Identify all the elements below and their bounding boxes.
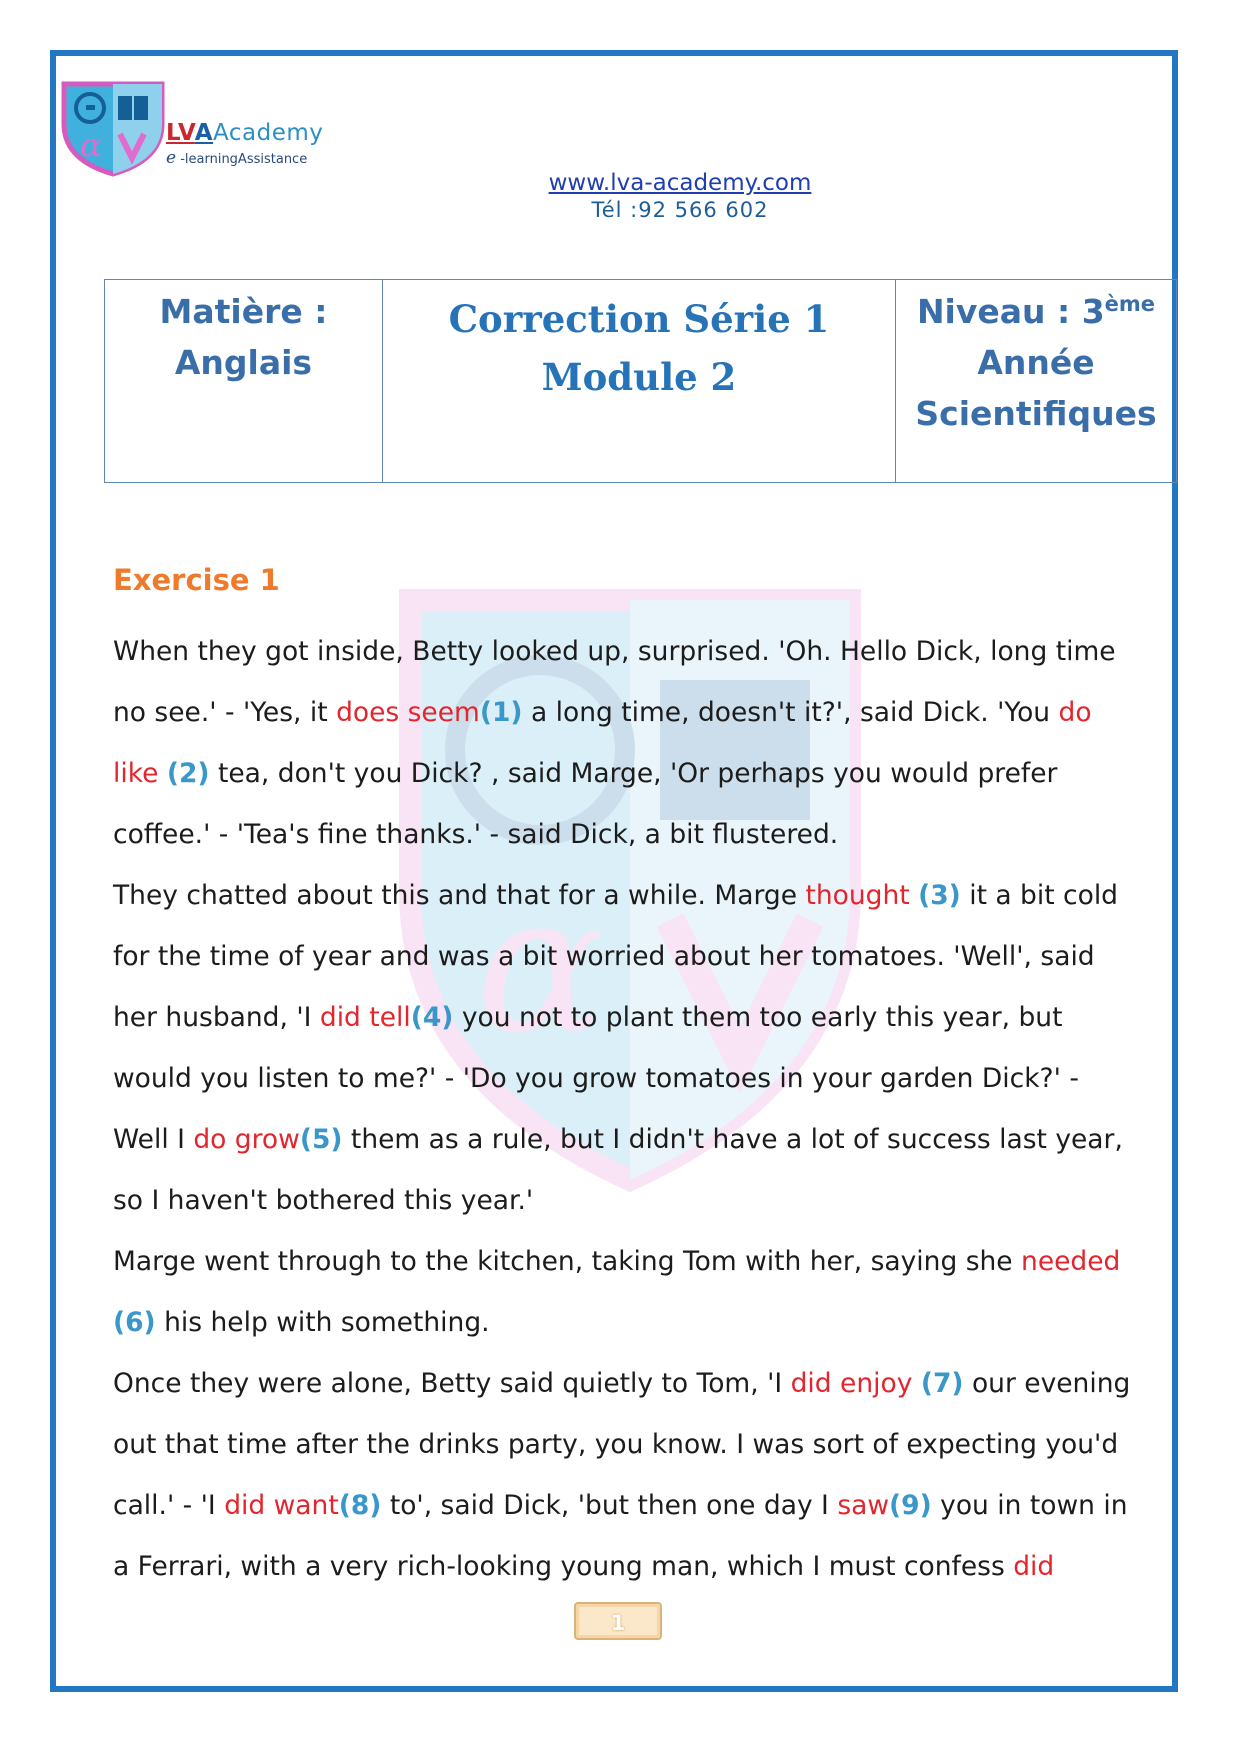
brand-name <box>166 120 323 146</box>
svg-text:α: α <box>80 126 102 164</box>
answer-text: saw <box>837 1490 890 1521</box>
text-segment: her husband, 'I <box>113 1002 320 1033</box>
brand-tagline-text: -learningAssistance <box>180 152 308 167</box>
exercise-title: Exercise 1 <box>113 563 280 597</box>
text-line <box>113 987 1153 1048</box>
answer-text: did tell <box>319 1002 411 1033</box>
brand <box>166 120 323 168</box>
answer-text: do <box>1058 697 1092 728</box>
answer-text: like <box>113 758 159 789</box>
lva-logo-icon <box>58 78 168 178</box>
answer-number: (3) <box>918 880 961 911</box>
text-segment: They chatted about this and that for a while. Marge <box>113 880 806 911</box>
answer-text: did want <box>224 1490 339 1521</box>
text-line <box>113 1109 1153 1170</box>
subject-label: Matière : <box>159 292 328 331</box>
text-line <box>113 926 1153 987</box>
answer-text: needed <box>1021 1246 1121 1277</box>
info-table <box>104 279 1177 483</box>
text-line <box>113 1475 1153 1536</box>
text-line <box>113 1231 1153 1292</box>
text-segment: a Ferrari, with a very rich-looking young man, which I must confess <box>113 1551 1014 1582</box>
text-segment: Well I <box>113 1124 194 1155</box>
text-segment: our evening <box>963 1368 1131 1399</box>
brand-tagline <box>166 148 323 168</box>
answer-number: (5) <box>299 1124 343 1155</box>
page-number: 1 <box>574 1602 662 1640</box>
text-segment: them as a rule, but I didn't have a lot of success last year, <box>342 1124 1123 1155</box>
text-segment: you in town in <box>931 1490 1128 1521</box>
answer-text: did <box>1013 1551 1055 1582</box>
title-line-2: Module 2 <box>541 355 737 399</box>
text-line <box>113 743 1153 804</box>
text-line <box>113 1414 1153 1475</box>
text-segment: so I haven't bothered this year.' <box>113 1185 534 1216</box>
contact-block <box>450 170 910 222</box>
brand-e: e <box>166 148 177 168</box>
exercise-text <box>113 621 1153 1597</box>
text-segment: his help with something. <box>155 1307 490 1338</box>
text-segment: to', said Dick, 'but then one day I <box>381 1490 838 1521</box>
subject-cell <box>105 280 383 483</box>
subject-value: Anglais <box>174 343 313 382</box>
answer-number: (6) <box>113 1307 156 1338</box>
answer-number: (9) <box>889 1490 932 1521</box>
text-line <box>113 1292 1153 1353</box>
text-line <box>113 1048 1153 1109</box>
answer-text: did enjoy <box>790 1368 913 1399</box>
website-link[interactable]: www.lva-academy.com <box>548 170 812 196</box>
level-label <box>897 286 1175 337</box>
text-segment: Once they were alone, Betty said quietly to Tom, 'I <box>113 1368 791 1399</box>
level-cell <box>896 280 1177 483</box>
text-line <box>113 1536 1153 1597</box>
text-segment: no see.' - 'Yes, it <box>113 697 337 728</box>
level-sup: ème <box>1104 292 1156 316</box>
text-segment: When they got inside, Betty looked up, surprised. 'Oh. Hello Dick, long time <box>113 636 1116 667</box>
text-segment <box>158 758 166 789</box>
title-line-1: Correction Série 1 <box>448 297 830 341</box>
level-line-2: Année <box>977 343 1095 382</box>
answer-text: does seem <box>336 697 480 728</box>
text-line <box>113 621 1153 682</box>
text-segment: call.' - 'I <box>113 1490 225 1521</box>
answer-number: (8) <box>338 1490 382 1521</box>
text-segment <box>910 880 918 911</box>
text-segment: out that time after the drinks party, you know. I was sort of expecting you'd <box>113 1429 1119 1460</box>
brand-a: A <box>194 120 214 146</box>
answer-text: do grow <box>193 1124 300 1155</box>
answer-number: (1) <box>479 697 523 728</box>
answer-number: (4) <box>410 1002 454 1033</box>
phone-number: Tél :92 566 602 <box>591 198 769 222</box>
text-line <box>113 804 1153 865</box>
text-segment: it a bit cold <box>960 880 1119 911</box>
text-segment: Marge went through to the kitchen, taking Tom with her, saying she <box>113 1246 1022 1277</box>
brand-lv: LV <box>166 120 195 146</box>
text-line <box>113 682 1153 743</box>
text-line <box>113 1170 1153 1231</box>
level-line-3: Scientifiques <box>915 394 1157 433</box>
answer-number: (2) <box>166 758 210 789</box>
text-segment <box>912 1368 920 1399</box>
text-segment: you not to plant them too early this year, but <box>453 1002 1063 1033</box>
svg-text:α: α <box>475 854 605 1075</box>
level-label-text: Niveau : 3 <box>916 292 1105 331</box>
answer-number: (7) <box>920 1368 964 1399</box>
text-segment: coffee.' - 'Tea's fine thanks.' - said Dick, a bit flustered. <box>113 819 839 850</box>
text-segment: a long time, doesn't it?', said Dick. 'You <box>522 697 1059 728</box>
title-cell <box>383 280 896 483</box>
answer-text: thought <box>805 880 910 911</box>
text-line <box>113 1353 1153 1414</box>
brand-academy: Academy <box>213 120 324 146</box>
text-segment: for the time of year and was a bit worried about her tomatoes. 'Well', said <box>113 941 1095 972</box>
text-segment: would you listen to me?' - 'Do you grow tomatoes in your garden Dick?' - <box>113 1063 1079 1094</box>
text-segment: tea, don't you Dick? , said Marge, 'Or perhaps you would prefer <box>209 758 1058 789</box>
text-line <box>113 865 1153 926</box>
